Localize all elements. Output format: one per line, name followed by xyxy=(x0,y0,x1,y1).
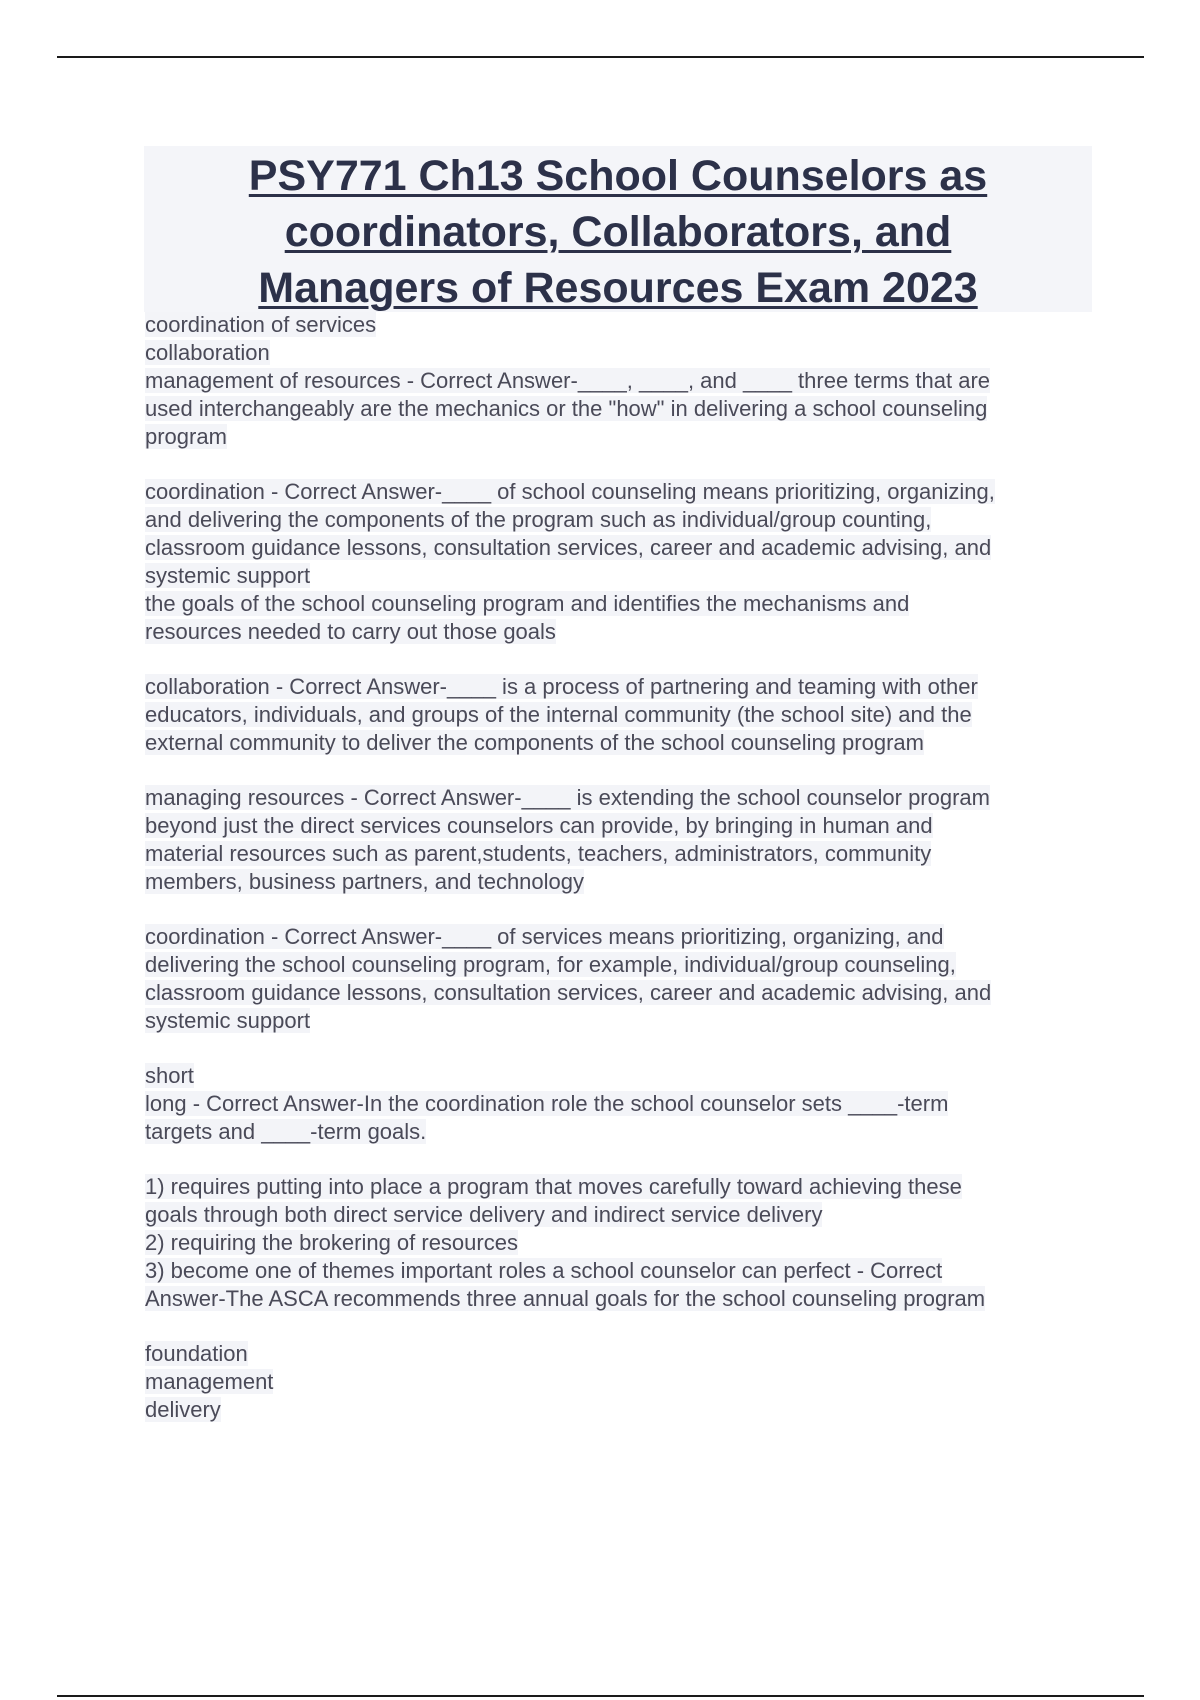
text-line-content: Answer-The ASCA recommends three annual goals for the school counseling program xyxy=(145,1286,986,1311)
text-line-content: foundation xyxy=(145,1341,248,1366)
text-line xyxy=(145,1257,1085,1285)
text-line xyxy=(145,1090,1085,1118)
bottom-rule xyxy=(57,1695,1144,1697)
text-line-content: short xyxy=(145,1063,194,1088)
qa-paragraph xyxy=(145,478,1085,646)
text-line xyxy=(145,367,1085,395)
text-line-content: educators, individuals, and groups of the internal community (the school site) and the xyxy=(145,702,972,727)
text-line-content: used interchangeably are the mechanics or the "how" in delivering a school counseling xyxy=(145,396,988,421)
text-line xyxy=(145,840,1085,868)
text-line xyxy=(145,1396,1085,1424)
text-line xyxy=(145,395,1085,423)
text-line-content: 1) requires putting into place a program that moves carefully toward achieving these xyxy=(145,1174,962,1199)
text-line xyxy=(145,590,1085,618)
title-line: Managers of Resources Exam 2023 xyxy=(258,264,978,312)
text-line-content: long - Correct Answer-In the coordination role the school counselor sets ____-term xyxy=(145,1091,949,1116)
text-line-content: targets and ____-term goals. xyxy=(145,1119,427,1144)
text-line xyxy=(145,1340,1085,1368)
text-line-content: members, business partners, and technology xyxy=(145,869,585,894)
text-line xyxy=(145,1062,1085,1090)
text-line-content: collaboration xyxy=(145,340,270,365)
qa-paragraph xyxy=(145,311,1085,451)
text-line xyxy=(145,729,1085,757)
text-line-content: 3) become one of themes important roles a school counselor can perfect - Correct xyxy=(145,1258,943,1283)
text-line xyxy=(145,1229,1085,1257)
text-line-content: and delivering the components of the program such as individual/group counting, xyxy=(145,507,932,532)
qa-paragraph xyxy=(145,1062,1085,1146)
text-line xyxy=(145,423,1085,451)
text-line xyxy=(145,1007,1085,1035)
text-line-content: coordination of services xyxy=(145,312,377,337)
text-line xyxy=(145,1285,1085,1313)
text-line xyxy=(145,784,1085,812)
text-line xyxy=(145,812,1085,840)
text-line-content: systemic support xyxy=(145,563,311,588)
title-box xyxy=(144,146,1092,312)
text-line-content: delivery xyxy=(145,1397,221,1422)
text-line xyxy=(145,478,1085,506)
text-line-content: management of resources - Correct Answer-____, ____, and ____ three terms that are xyxy=(145,368,991,393)
text-line xyxy=(145,534,1085,562)
text-line-content: goals through both direct service delivery and indirect service delivery xyxy=(145,1202,823,1227)
qa-paragraph xyxy=(145,1173,1085,1313)
qa-paragraph xyxy=(145,1340,1085,1424)
text-line-content: program xyxy=(145,424,227,449)
qa-paragraph xyxy=(145,784,1085,896)
text-line xyxy=(145,701,1085,729)
text-line xyxy=(145,923,1085,951)
text-line-content: 2) requiring the brokering of resources xyxy=(145,1230,518,1255)
document-body xyxy=(145,311,1085,1451)
qa-paragraph xyxy=(145,923,1085,1035)
text-line-content: collaboration - Correct Answer-____ is a process of partnering and teaming with other xyxy=(145,674,978,699)
text-line xyxy=(145,868,1085,896)
text-line-content: management xyxy=(145,1369,274,1394)
text-line xyxy=(145,339,1085,367)
title-line: coordinators, Collaborators, and xyxy=(284,208,952,256)
text-line xyxy=(145,618,1085,646)
title-line: PSY771 Ch13 School Counselors as xyxy=(248,152,988,200)
text-line xyxy=(145,1173,1085,1201)
document-title xyxy=(144,146,1092,316)
text-line xyxy=(145,311,1085,339)
text-line-content: classroom guidance lessons, consultation services, career and academic advising, and xyxy=(145,535,992,560)
text-line-content: systemic support xyxy=(145,1008,311,1033)
text-line xyxy=(145,951,1085,979)
text-line-content: material resources such as parent,students, teachers, administrators, community xyxy=(145,841,932,866)
text-line-content: external community to deliver the components of the school counseling program xyxy=(145,730,924,755)
text-line xyxy=(145,562,1085,590)
text-line-content: classroom guidance lessons, consultation services, career and academic advising, and xyxy=(145,980,992,1005)
text-line-content: beyond just the direct services counselors can provide, by bringing in human and xyxy=(145,813,933,838)
text-line-content: resources needed to carry out those goals xyxy=(145,619,556,644)
text-line-content: coordination - Correct Answer-____ of school counseling means prioritizing, organizing, xyxy=(145,479,995,504)
text-line-content: the goals of the school counseling program and identifies the mechanisms and xyxy=(145,591,910,616)
text-line-content: managing resources - Correct Answer-____ is extending the school counselor program xyxy=(145,785,990,810)
qa-paragraph xyxy=(145,673,1085,757)
text-line xyxy=(145,979,1085,1007)
text-line xyxy=(145,1201,1085,1229)
text-line xyxy=(145,1118,1085,1146)
text-line xyxy=(145,673,1085,701)
top-rule xyxy=(57,56,1144,58)
text-line xyxy=(145,506,1085,534)
text-line-content: coordination - Correct Answer-____ of services means prioritizing, organizing, and xyxy=(145,924,944,949)
text-line xyxy=(145,1368,1085,1396)
text-line-content: delivering the school counseling program, for example, individual/group counseling, xyxy=(145,952,956,977)
